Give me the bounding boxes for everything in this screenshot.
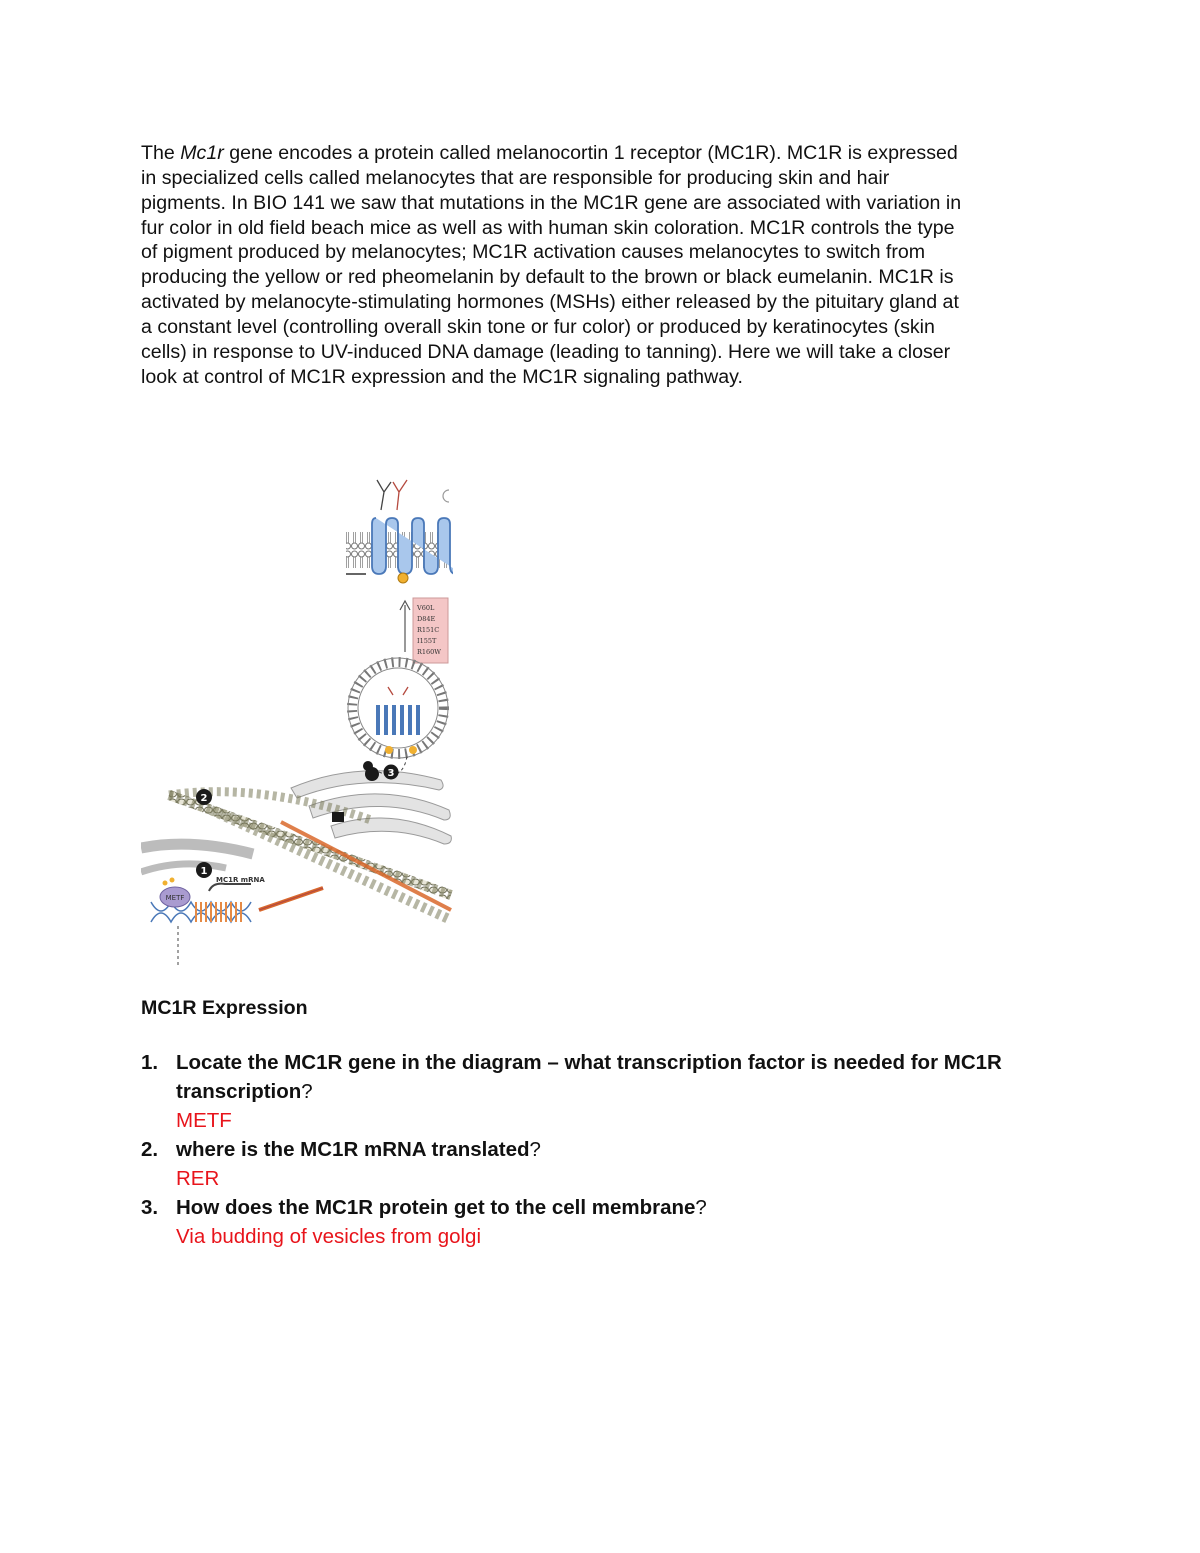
svg-text:3: 3 bbox=[387, 768, 395, 779]
intro-line: producing the yellow or red pheomelanin by default to the brown or black eumelanin. MC1R is bbox=[141, 266, 954, 289]
intro-line: fur color in old field beach mice as well as with human skin coloration. MC1R controls the type bbox=[141, 216, 955, 239]
question-number: 2. bbox=[141, 1138, 159, 1161]
question-text: Locate the MC1R gene in the diagram – what transcription factor is needed for MC1R transcription? bbox=[176, 1051, 1002, 1103]
intro-line: of pigment produced by melanocytes; MC1R activation causes melanocytes to switch from bbox=[141, 241, 926, 264]
svg-text:METF: METF bbox=[165, 894, 185, 902]
mc1r-pathway-diagram bbox=[141, 470, 453, 970]
intro-paragraph bbox=[141, 141, 1056, 389]
step-1-marker bbox=[196, 862, 212, 878]
intro-line: pigments. In BIO 141 we saw that mutations in the MC1R gene are associated with variation in bbox=[141, 191, 962, 214]
mutation-label: R160W bbox=[417, 648, 441, 656]
answer-text: Via budding of vesicles from golgi bbox=[176, 1225, 482, 1248]
intro-line: a constant level (controlling overall skin tone or fur color) or produced by keratinocytes (skin bbox=[141, 315, 935, 338]
answer-text: METF bbox=[176, 1109, 232, 1132]
mutation-box bbox=[413, 598, 448, 663]
rough-er bbox=[169, 792, 451, 920]
intro-line: The Mc1r gene encodes a protein called melanocortin 1 receptor (MC1R). MC1R is expressed bbox=[141, 142, 958, 164]
question-item bbox=[141, 1048, 1041, 1135]
intro-line: activated by melanocyte-stimulating hormones (MSHs) either released by the pituitary gland at bbox=[141, 291, 959, 314]
intro-line: cells) in response to UV-induced DNA damage (leading to tanning). Here we will take a closer bbox=[141, 340, 951, 363]
question-number: 1. bbox=[141, 1051, 159, 1074]
msh-ligand-icon bbox=[377, 480, 449, 510]
step-2-marker bbox=[196, 789, 212, 805]
question-text: How does the MC1R protein get to the cell membrane? bbox=[176, 1196, 707, 1219]
svg-text:1: 1 bbox=[200, 866, 208, 877]
mrna-label: MC1R mRNA bbox=[216, 876, 265, 884]
question-item bbox=[141, 1135, 1041, 1193]
gene-name-italic: Mc1r bbox=[180, 142, 224, 164]
secretory-vesicle bbox=[348, 658, 448, 758]
mutation-label: I155T bbox=[417, 637, 437, 645]
section-title: MC1R Expression bbox=[141, 997, 308, 1019]
question-list bbox=[141, 1048, 1041, 1251]
intro-line: look at control of MC1R expression and the MC1R signaling pathway. bbox=[141, 365, 743, 388]
nuclear-envelope bbox=[141, 844, 253, 854]
step-3-marker bbox=[384, 765, 399, 780]
answer-text: RER bbox=[176, 1167, 220, 1190]
question-text: where is the MC1R mRNA translated? bbox=[176, 1138, 541, 1161]
mutation-label: D84E bbox=[417, 615, 436, 623]
intro-line: in specialized cells called melanocytes that are responsible for producing skin and hair bbox=[141, 166, 890, 189]
metf-transcription-factor bbox=[160, 878, 190, 908]
mutation-label: V60L bbox=[417, 604, 435, 612]
mc1r-receptor-icon bbox=[372, 518, 453, 583]
mutation-label: R151C bbox=[417, 626, 440, 634]
svg-text:2: 2 bbox=[200, 793, 208, 804]
question-item bbox=[141, 1193, 1041, 1251]
ribosome-icon bbox=[332, 812, 344, 822]
question-number: 3. bbox=[141, 1196, 159, 1219]
